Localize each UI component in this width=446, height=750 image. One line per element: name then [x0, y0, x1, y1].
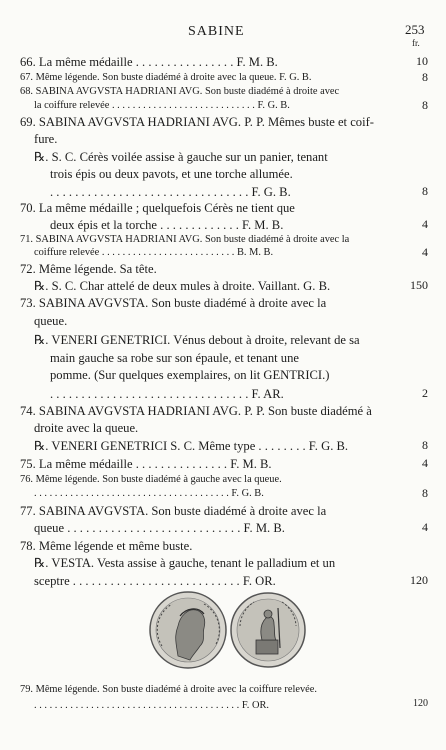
entry-69-line1: 69. SABINA AVGVSTA HADRIANI AVG. P. P. Mêmes buste et coif- [20, 115, 374, 129]
entry-72-reverse: ℞. S. C. Char attelé de deux mules à droite. Vaillant. G. B. [34, 279, 331, 293]
entry-68-line1: 68. SABINA AVGVSTA HADRIANI AVG. Son buste diadémé à droite avec [20, 86, 340, 97]
price-78: 120 [410, 573, 428, 587]
price-68: 8 [422, 98, 428, 112]
column-label-francs: fr. [412, 38, 420, 48]
entry-75: 75. La même médaille . . . . . . . . . . . . . . . F. M. B. [20, 457, 272, 471]
entry-76-line1: 76. Même légende. Son buste diadémé à gauche avec la queue. [20, 474, 282, 485]
obverse-coin [150, 592, 226, 668]
price-77: 4 [422, 520, 428, 534]
entry-70-line1: 70. La même médaille ; quelquefois Cérès ne tient que [20, 201, 295, 215]
entry-73-line6: . . . . . . . . . . . . . . . . . . . . . . . . . . . . . . . . F. AR. [50, 387, 284, 401]
entry-73-line4: main gauche sa robe sur son épaule, et tenant une [50, 351, 299, 365]
price-67: 8 [422, 70, 428, 84]
entry-76-line2: . . . . . . . . . . . . . . . . . . . . . . . . . . . . . . . . . . . . . . F. G. B. [34, 488, 264, 499]
entry-67: 67. Même légende. Son buste diadémé à droite avec la queue. F. G. B. [20, 72, 312, 83]
entry-69-reverse: ℞. S. C. Cérès voilée assise à gauche sur un panier, tenant [34, 150, 328, 164]
entry-77-line2: queue . . . . . . . . . . . . . . . . . . . . . . . . . . . . F. M. B. [34, 521, 285, 535]
page-number: 253 [405, 22, 425, 37]
entry-73-line5: pomme. (Sur quelques exemplaires, on lit GENTRICI.) [50, 368, 330, 382]
entry-68-line2: la coiffure relevée . . . . . . . . . . . . . . . . . . . . . . . . . . . . F. G. B. [34, 100, 290, 111]
entry-71-line2: coiffure relevée . . . . . . . . . . . . . . . . . . . . . . . . . . B. M. B. [34, 247, 274, 258]
entry-74-line2: droite avec la queue. [34, 421, 139, 435]
entry-69-line2: fure. [34, 132, 58, 146]
price-76: 8 [422, 486, 428, 500]
entry-74-reverse: ℞. VENERI GENETRICI S. C. Même type . . . . . . . . F. G. B. [34, 439, 349, 453]
entry-74-line1: 74. SABINA AVGVSTA HADRIANI AVG. P. P. Son buste diadémé à [20, 404, 372, 418]
price-69: 8 [422, 184, 428, 198]
price-66: 10 [416, 54, 428, 68]
price-70: 4 [422, 217, 428, 231]
entry-77-line1: 77. SABINA AVGVSTA. Son buste diadémé à droite avec la [20, 504, 327, 518]
entry-79-line2: . . . . . . . . . . . . . . . . . . . . . . . . . . . . . . . . . . . . . . . . F. OR. [34, 700, 269, 711]
entry-78-line3: sceptre . . . . . . . . . . . . . . . . . . . . . . . . . . . F. OR. [34, 574, 276, 588]
entry-73-line2: queue. [34, 314, 68, 328]
price-75: 4 [422, 456, 428, 470]
entry-78-line1: 78. Même légende et même buste. [20, 539, 193, 553]
entry-66: 66. La même médaille . . . . . . . . . . . . . . . . F. M. B. [20, 55, 278, 69]
entry-78-reverse: ℞. VESTA. Vesta assise à gauche, tenant le palladium et un [34, 556, 336, 570]
entry-69-line4: trois épis ou deux pavots, et une torche allumée. [50, 167, 293, 181]
entry-69-line5: . . . . . . . . . . . . . . . . . . . . . . . . . . . . . . . . F. G. B. [50, 185, 291, 199]
price-71: 4 [422, 245, 428, 259]
entry-73-reverse: ℞. VENERI GENETRICI. Vénus debout à droite, relevant de sa [34, 333, 360, 347]
entry-79-line1: 79. Même légende. Son buste diadémé à droite avec la coiffure relevée. [20, 684, 317, 695]
entry-71-line1: 71. SABINA AVGVSTA HADRIANI AVG. Son buste diadémé à droite avec la [20, 234, 350, 245]
entry-73-line1: 73. SABINA AVGVSTA. Son buste diadémé à droite avec la [20, 296, 327, 310]
entry-70-line2: deux épis et la torche . . . . . . . . . . . . . F. M. B. [50, 218, 284, 232]
price-79: 120 [413, 698, 428, 709]
price-72: 150 [410, 278, 428, 292]
coin-illustration [148, 588, 308, 673]
running-head: SABINE [188, 24, 245, 39]
reverse-coin [231, 593, 305, 667]
price-74: 8 [422, 438, 428, 452]
price-73: 2 [422, 386, 428, 400]
entry-72-line1: 72. Même légende. Sa tête. [20, 262, 157, 276]
